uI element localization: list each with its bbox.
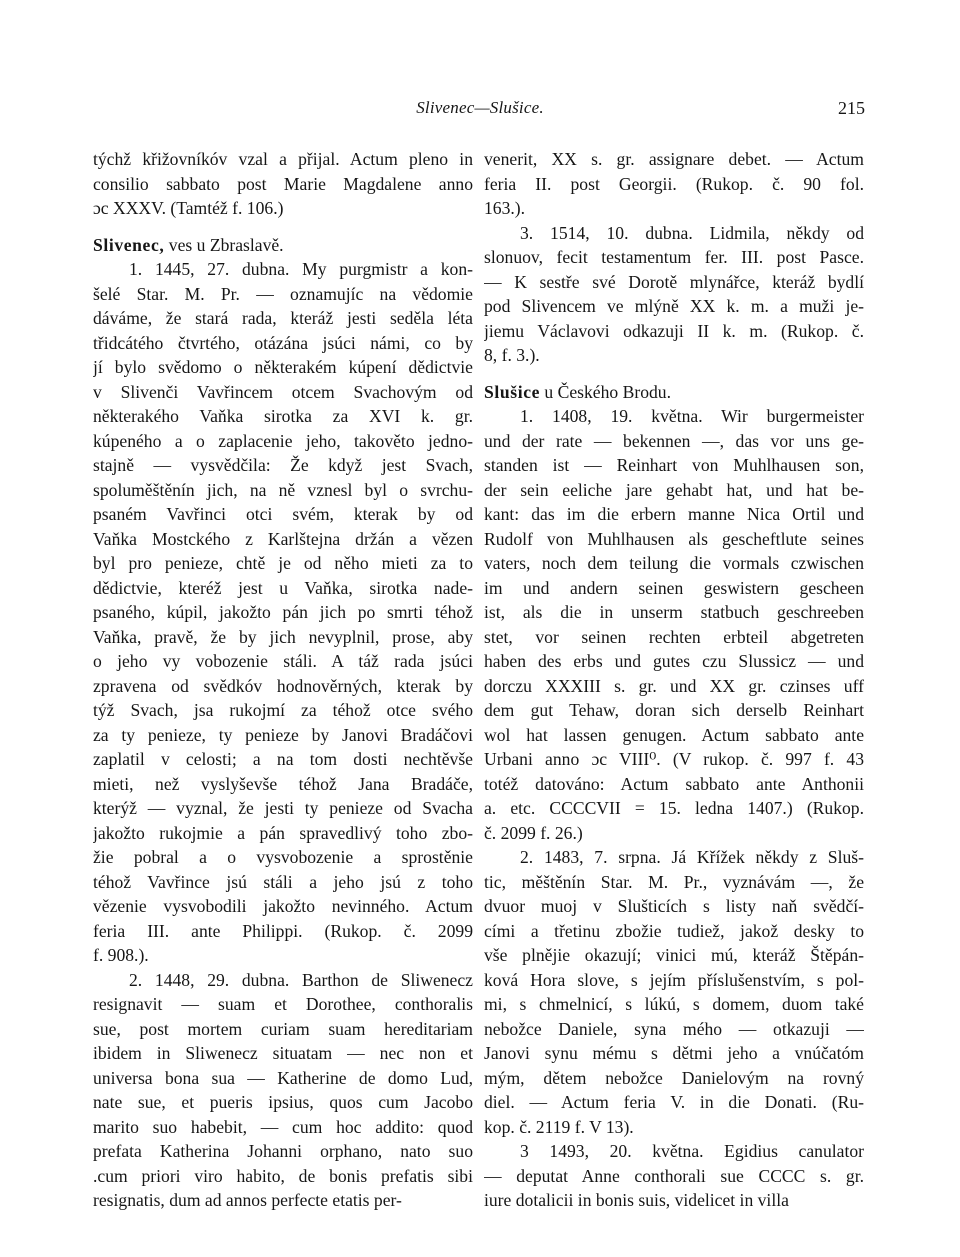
text-line: f. 908.). (93, 945, 149, 965)
text-line: a. etc. CCCCVII = 15. ledna 1407.) (Rukop. (484, 798, 864, 818)
text-line: žie pobral a o vysvobozenie a sprostěnie (93, 847, 473, 867)
text-line: jiemu Václavovi odkazuji II k. m. (Rukop. č. (484, 320, 864, 341)
text-line: resignavit — suam et Dorothee, conthoralis (93, 994, 473, 1014)
text-line: jakožto rukojmie a pán spravedlivý toho zbo- (93, 822, 473, 843)
text-line: Vaňka, pravě, že by jich nevyplnil, prose, aby (93, 626, 473, 647)
text-line: spoluměštěnín jich, na ně vznesl byl o svrchu- (93, 479, 473, 500)
text-line: marito suo habebit, — cum hoc addito: quod (93, 1116, 473, 1137)
text-line: mi, s chmelnicí, s lúkú, s domem, duom také (484, 994, 864, 1014)
text-line: za ty penieze, ty penieze by Janovi Bradáčovi (93, 724, 473, 745)
text-line: kterýž — vyznal, že jesti ty penieze od Svacha (93, 798, 473, 818)
text-line: dáváme, že stará rada, kteráž jesti seděla léta (93, 308, 473, 328)
text-line: standen ist — Reinhart von Muhlhausen son, (484, 455, 864, 475)
text-line: 8, f. 3.). (484, 345, 540, 365)
text-line: psaného, kúpil, jakožto pán jich po smrti téhož (93, 602, 473, 622)
text-line: wol hat lassen genugen. Actum sabbato ante (484, 724, 864, 745)
text-line: č. 2099 f. 26.) (484, 822, 583, 843)
text-line: kant: das im die erbern manne Nica Ortil und (484, 504, 864, 524)
text-line: zpravena od svědkóv hodnověrných, kterak by (93, 675, 473, 696)
text-line: 1. 1445, 27. dubna. My purgmistr a kon- (129, 259, 473, 279)
text-line: ɔc XXXV. (Tamtéž f. 106.) (93, 198, 284, 218)
text-line: týchž křižovníkóv vzal a přijal. Actum pleno in (93, 149, 473, 169)
text-line: Rudolf von Muhlhausen als gescheftlute seines (484, 528, 864, 549)
text-line: totéž datováno: Actum sabbato ante Anthonii (484, 773, 864, 794)
text-line: 3 1493, 20. května. Egidius canulator (520, 1141, 864, 1161)
text-line: šelé Star. M. Pr. — oznamujíc na vědomie (93, 283, 473, 304)
text-line: mým, dětem nebožce Danielovým na rovný (484, 1067, 864, 1088)
text-line: sue, post mortem curiam suam hereditariam (93, 1018, 473, 1039)
text-line: haben des erbs und gutes czu Slussicz — und (484, 651, 864, 671)
section-heading: Slivenec, ves u Zbraslavě. (93, 234, 284, 255)
text-line: stajně — vysvědčila: Že když jest Svach, (93, 455, 473, 475)
text-line: cími a třetinu zbožie tudiež, jakož desky to (484, 920, 864, 941)
right-column (484, 147, 864, 1213)
text-line: .cum priori viro habito, de bonis prefatis sibi (93, 1165, 473, 1186)
text-line: ist, als die in unserm statbuch geschreeben (484, 602, 864, 622)
text-line: pod Slivencem ve mlýně XX k. m. a muži je- (484, 296, 864, 316)
text-line: v Slivenči Vavřincem otcem Svachovým od (93, 381, 473, 402)
text-line: — K sestře své Dorotě mlynářce, kteráž bydlí (484, 271, 864, 292)
text-line: 1. 1408, 19. května. Wir burgermeister (520, 406, 864, 426)
text-line: o jeho vy vobozenie stáli. A táž rada jsúci (93, 651, 473, 671)
text-line: dědictvie, kteréž jest u Vaňka, sirotka nade- (93, 577, 473, 598)
text-line: jí bylo svědomo o některakém kúpení dědictvie (93, 357, 473, 377)
page-number: 215 (838, 98, 865, 118)
text-line: — deputat Anne conthorali sue CCCC s. gr. (484, 1165, 864, 1186)
text-line: tic, měštěnín Star. M. Pr., vyznávám —, že (484, 871, 864, 892)
text-line: stet, vor seinen rechten erbteil abgetreten (484, 626, 864, 647)
text-line: venerit, XX s. gr. assignare debet. — Actum (484, 149, 864, 169)
text-line: dvuor muoj v Slušticích s listy naň svědčí- (484, 896, 864, 916)
text-line: resignatis, dum ad annos perfecte etatis per- (93, 1190, 402, 1210)
text-line: některakého Vaňka sirotka za XVI k. gr. (93, 406, 473, 426)
text-line: ibidem in Sliwenecz situatam — nec non et (93, 1043, 473, 1063)
text-line: Vaňka Mostckého z Karlštejna držán a vězen (93, 528, 473, 549)
text-line: nebožce Daniele, syna mého — otkazuji — (484, 1018, 864, 1039)
text-line: mieti, než vyslyševše téhož Jana Bradáče, (93, 773, 473, 794)
text-line: psaném Vavřinci otci svém, kterak by od (93, 504, 473, 524)
text-line: vězenie vysvobodili jakožto nevinného. Actum (93, 896, 473, 916)
text-line: feria III. ante Philippi. (Rukop. č. 2099 (93, 920, 473, 941)
text-line: kop. č. 2119 f. V 13). (484, 1116, 634, 1137)
text-line: nate sue, et pueris ipsius, quos cum Jacobo (93, 1092, 473, 1112)
text-line: consilio sabbato post Marie Magdalene anno (93, 173, 473, 194)
text-line: Janovi synu mému s dětmi jeho a vnúčatóm (484, 1043, 864, 1063)
section-gap (484, 368, 864, 380)
text-line: iure dotalicii in bonis suis, videlicet in villa (484, 1190, 789, 1210)
text-line: Urbani anno ɔc VIII⁰. (V rukop. č. 997 f. 43 (484, 749, 864, 769)
text-line: ková Hora slove, s jejím příslušenstvím, s pol- (484, 969, 864, 990)
text-line: 2. 1448, 29. dubna. Barthon de Sliwenecz (129, 969, 473, 990)
text-line: byl pro penieze, chtě je od něho mieti za to (93, 553, 473, 573)
text-line: vaters, noch dem teilung die vormals czwischen (484, 553, 864, 573)
text-line: vše plnějie okazují; vinici mú, kteráž Štěpán- (484, 945, 864, 965)
text-line: 3. 1514, 10. dubna. Lidmila, někdy od (520, 222, 864, 243)
text-line: der sein eeliche jare gehabt hat, und hat be- (484, 479, 864, 500)
text-line: im und andern seinen geswistern gescheen (484, 577, 864, 598)
section-gap (93, 221, 473, 233)
running-header: Slivenec—Slušice. (416, 98, 544, 117)
text-line: universa bona sua — Katherine de domo Lud, (93, 1067, 473, 1088)
text-line: týž Svach, jsa rukojmí za téhož otce svého (93, 700, 473, 720)
section-heading: Slušice u Českého Brodu. (484, 381, 671, 402)
text-line: dem gut Tehaw, doran sich derselb Reinhart (484, 700, 864, 720)
text-line: slonuov, fecit testamentum fer. III. post Pasce. (484, 247, 864, 267)
text-line: zaplatil v celosti; a na tom dosti nechtěvše (93, 749, 473, 769)
text-line: feria II. post Georgii. (Rukop. č. 90 fol. (484, 173, 864, 194)
text-line: diel. — Actum feria V. in die Donati. (Ru- (484, 1092, 864, 1112)
text-line: kúpeného a o zaplacenie jeho, takověto jedno- (93, 430, 473, 451)
left-column (93, 147, 473, 1213)
text-line: dorczu XXXIII s. gr. und XX gr. czinses uff (484, 675, 864, 696)
text-line: und der rate — bekennen —, das vor uns ge- (484, 430, 864, 451)
text-line: 2. 1483, 7. srpna. Já Křížek někdy z Sluš- (520, 847, 864, 867)
text-line: prefata Katherina Johanni orphano, nato suo (93, 1141, 473, 1161)
text-line: 163.). (484, 198, 526, 218)
text-line: třidcátého čtvrtého, otázána jsúci námi, co by (93, 332, 473, 353)
text-line: téhož Vavřince jsú stáli a jeho jsú z toho (93, 871, 473, 892)
